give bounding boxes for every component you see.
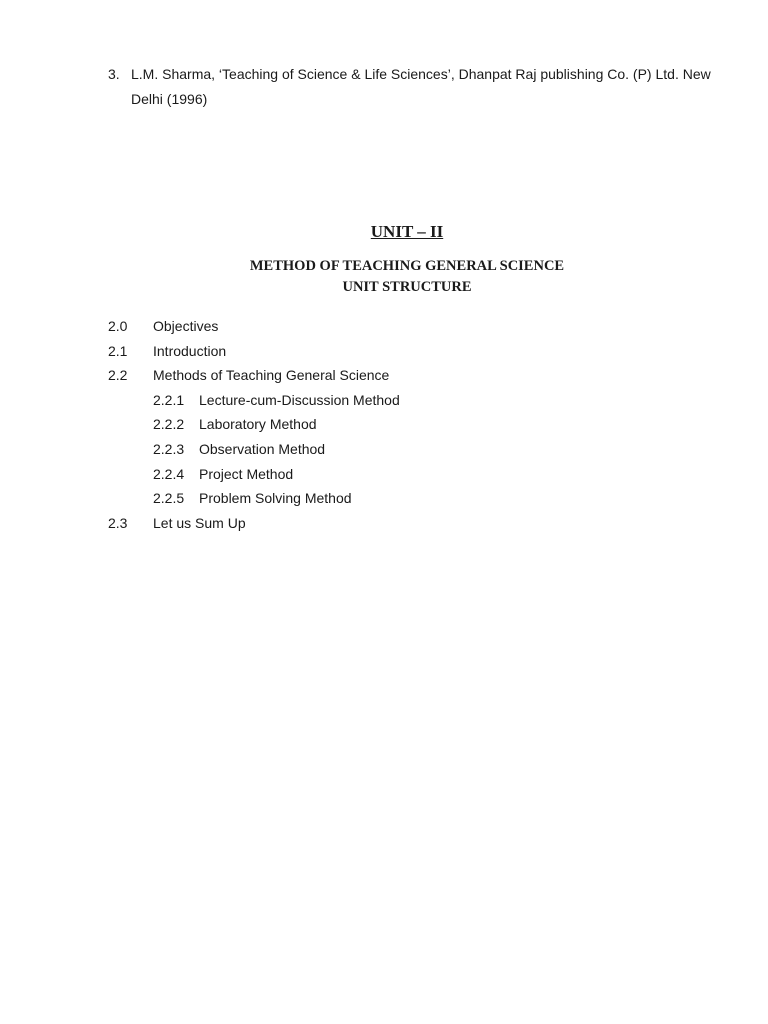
unit-title: UNIT – II — [370, 222, 444, 241]
reference-text — [131, 62, 721, 112]
toc-subitem — [108, 390, 668, 415]
toc-item-label: Let us Sum Up — [153, 514, 246, 531]
reference-number: 3. — [108, 66, 120, 82]
reference-line-2: Delhi (1996) — [131, 91, 208, 107]
toc-subitem-number: 2.2.1 — [153, 391, 185, 408]
toc-subitem-number: 2.2.4 — [153, 465, 185, 482]
toc-subitem-label: Laboratory Method — [199, 416, 317, 433]
toc-subitem — [108, 414, 668, 439]
toc-item-number: 2.3 — [108, 514, 128, 531]
toc-subitem-label: Lecture-cum-Discussion Method — [199, 391, 400, 408]
toc-item-number: 2.2 — [108, 367, 128, 384]
toc-item — [108, 365, 668, 390]
toc-subitem — [108, 439, 668, 464]
toc-subitem — [108, 464, 668, 489]
toc-item-number: 2.1 — [108, 342, 128, 359]
toc-item-number: 2.0 — [108, 318, 128, 334]
unit-structure-list — [108, 316, 668, 537]
toc-item — [108, 513, 668, 538]
reference-line-1: L.M. Sharma, ‘Teaching of Science & Life Sciences’, Dhanpat Raj publishing Co. (P) Ltd. New — [131, 66, 711, 82]
toc-subitem — [108, 488, 668, 513]
toc-item-label: Methods of Teaching General Science — [153, 367, 390, 384]
unit-subheading: UNIT STRUCTURE — [342, 279, 472, 295]
toc-item-label: Introduction — [153, 342, 227, 359]
toc-item — [108, 316, 668, 341]
toc-subitem-label: Observation Method — [199, 440, 326, 457]
toc-subitem-number: 2.2.3 — [153, 440, 185, 457]
toc-subitem-number: 2.2.2 — [153, 416, 185, 433]
toc-subitem-label: Problem Solving Method — [199, 490, 352, 507]
unit-heading: METHOD OF TEACHING GENERAL SCIENCE — [249, 258, 565, 274]
toc-item — [108, 341, 668, 366]
toc-item-label: Objectives — [153, 318, 219, 334]
toc-subitem-label: Project Method — [199, 465, 294, 482]
toc-subitem-number: 2.2.5 — [153, 490, 185, 507]
